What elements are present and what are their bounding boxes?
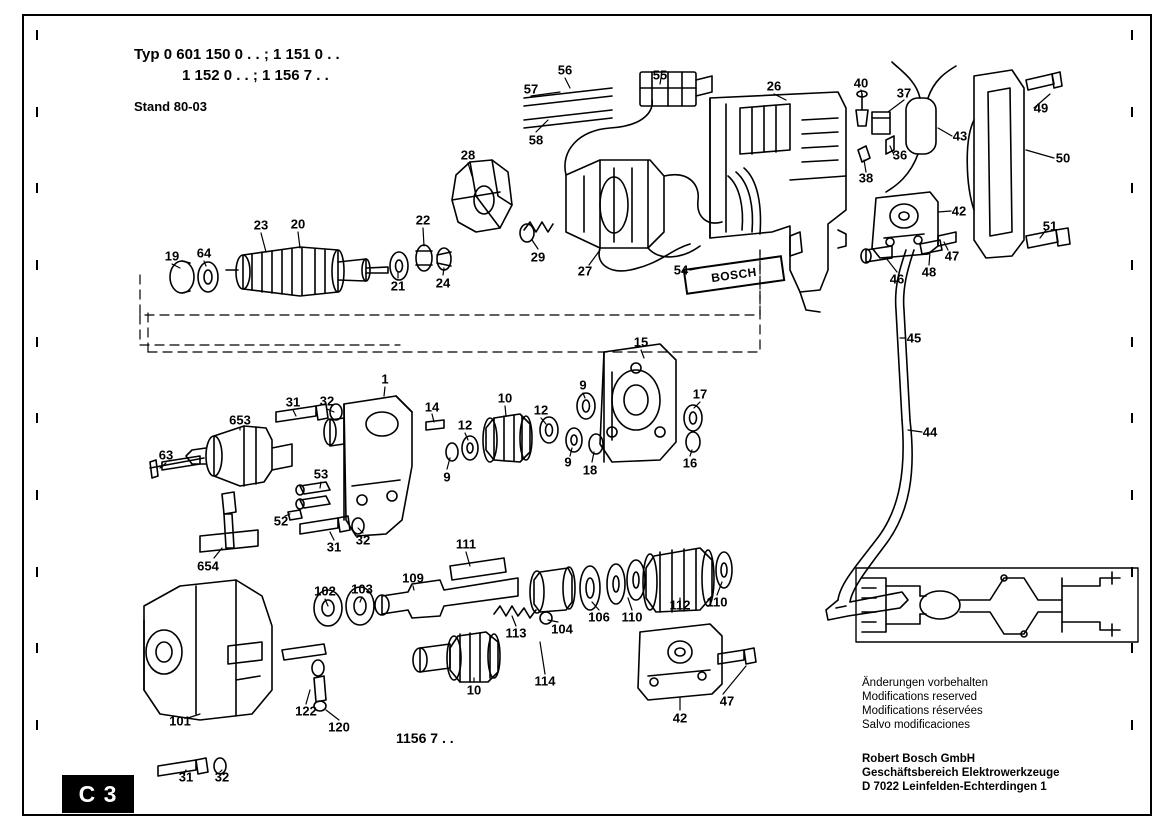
callout-28: 28 (460, 147, 476, 163)
type-line-1: 0 601 150 0 . . ; 1 151 0 . . (163, 46, 340, 63)
left-tick-marks (36, 30, 38, 730)
callout-56: 56 (557, 62, 573, 78)
company-name: Robert Bosch GmbH (862, 753, 976, 765)
type-heading (134, 44, 340, 86)
callout-110: 110 (706, 594, 728, 610)
callout-31: 31 (285, 394, 301, 410)
callout-109: 109 (402, 570, 424, 586)
callout-31: 31 (178, 769, 194, 785)
type-label: Typ (134, 46, 160, 63)
callout-29: 29 (530, 249, 546, 265)
stand-label: Stand 80-03 (134, 99, 207, 114)
footer-note-es: Salvo modificaciones (862, 719, 971, 731)
company-address: D 7022 Leinfelden-Echterdingen 1 (862, 781, 1047, 793)
callout-122: 122 (295, 703, 317, 719)
type-line-2: 1 152 0 . . ; 1 156 7 . . (182, 67, 329, 84)
callout-15: 15 (633, 334, 649, 350)
callout-38: 38 (858, 170, 874, 186)
footer-note-en: Modifications reserved (862, 691, 978, 703)
footer-company (862, 752, 1060, 794)
callout-17: 17 (692, 386, 708, 402)
page-badge: C 3 (62, 775, 134, 813)
callout-23: 23 (253, 217, 269, 233)
callout-32: 32 (355, 532, 371, 548)
callout-653: 653 (229, 412, 251, 428)
model-caption: 1156 7 . . (396, 730, 454, 746)
callout-120: 120 (328, 719, 350, 735)
callout-111: 111 (455, 536, 477, 552)
callout-654: 654 (197, 558, 219, 574)
footer-note-fr: Modifications réservées (862, 705, 983, 717)
callout-20: 20 (290, 216, 306, 232)
callout-10: 10 (466, 682, 482, 698)
footer-note-de: Änderungen vorbehalten (862, 677, 988, 689)
callout-1: 1 (381, 371, 389, 387)
callout-27: 27 (577, 263, 593, 279)
callout-24: 24 (435, 275, 451, 291)
callout-53: 53 (313, 466, 329, 482)
callout-18: 18 (582, 462, 598, 478)
callout-32: 32 (214, 769, 230, 785)
callout-103: 103 (351, 581, 373, 597)
callout-43: 43 (952, 128, 968, 144)
callout-40: 40 (853, 75, 869, 91)
callout-102: 102 (314, 583, 336, 599)
company-division: Geschäftsbereich Elektrowerkzeuge (862, 767, 1060, 779)
callout-55: 55 (652, 67, 668, 83)
callout-9: 9 (564, 454, 572, 470)
callout-21: 21 (390, 278, 406, 294)
callout-114: 114 (534, 673, 556, 689)
callout-106: 106 (588, 609, 610, 625)
callout-49: 49 (1033, 100, 1049, 116)
callout-14: 14 (424, 399, 440, 415)
callout-12: 12 (457, 417, 473, 433)
callout-32: 32 (319, 393, 335, 409)
callout-31: 31 (326, 539, 342, 555)
callout-16: 16 (682, 455, 698, 471)
callout-45: 45 (906, 330, 922, 346)
callout-9: 9 (579, 377, 587, 393)
callout-48: 48 (921, 264, 937, 280)
callout-47: 47 (944, 248, 960, 264)
callout-12: 12 (533, 402, 549, 418)
bosch-nameplate: BOSCH (683, 255, 786, 295)
callout-101: 101 (169, 713, 191, 729)
callout-22: 22 (415, 212, 431, 228)
callout-104: 104 (551, 621, 573, 637)
callout-44: 44 (922, 424, 938, 440)
right-tick-marks (1131, 30, 1133, 730)
callout-54: 54 (673, 262, 689, 278)
footer-notes (862, 676, 988, 732)
callout-110: 110 (621, 609, 643, 625)
callout-26: 26 (766, 78, 782, 94)
callout-58: 58 (528, 132, 544, 148)
callout-10: 10 (497, 390, 513, 406)
callout-64: 64 (196, 245, 212, 261)
callout-37: 37 (896, 85, 912, 101)
callout-9: 9 (443, 469, 451, 485)
callout-51: 51 (1042, 218, 1058, 234)
callout-42: 42 (672, 710, 688, 726)
callout-113: 113 (505, 625, 527, 641)
callout-47: 47 (719, 693, 735, 709)
callout-50: 50 (1055, 150, 1071, 166)
callout-19: 19 (164, 248, 180, 264)
callout-42: 42 (951, 203, 967, 219)
callout-46: 46 (889, 271, 905, 287)
callout-112: 112 (669, 597, 691, 613)
callout-52: 52 (273, 513, 289, 529)
callout-36: 36 (892, 147, 908, 163)
callout-63: 63 (158, 447, 174, 463)
callout-57: 57 (523, 81, 539, 97)
